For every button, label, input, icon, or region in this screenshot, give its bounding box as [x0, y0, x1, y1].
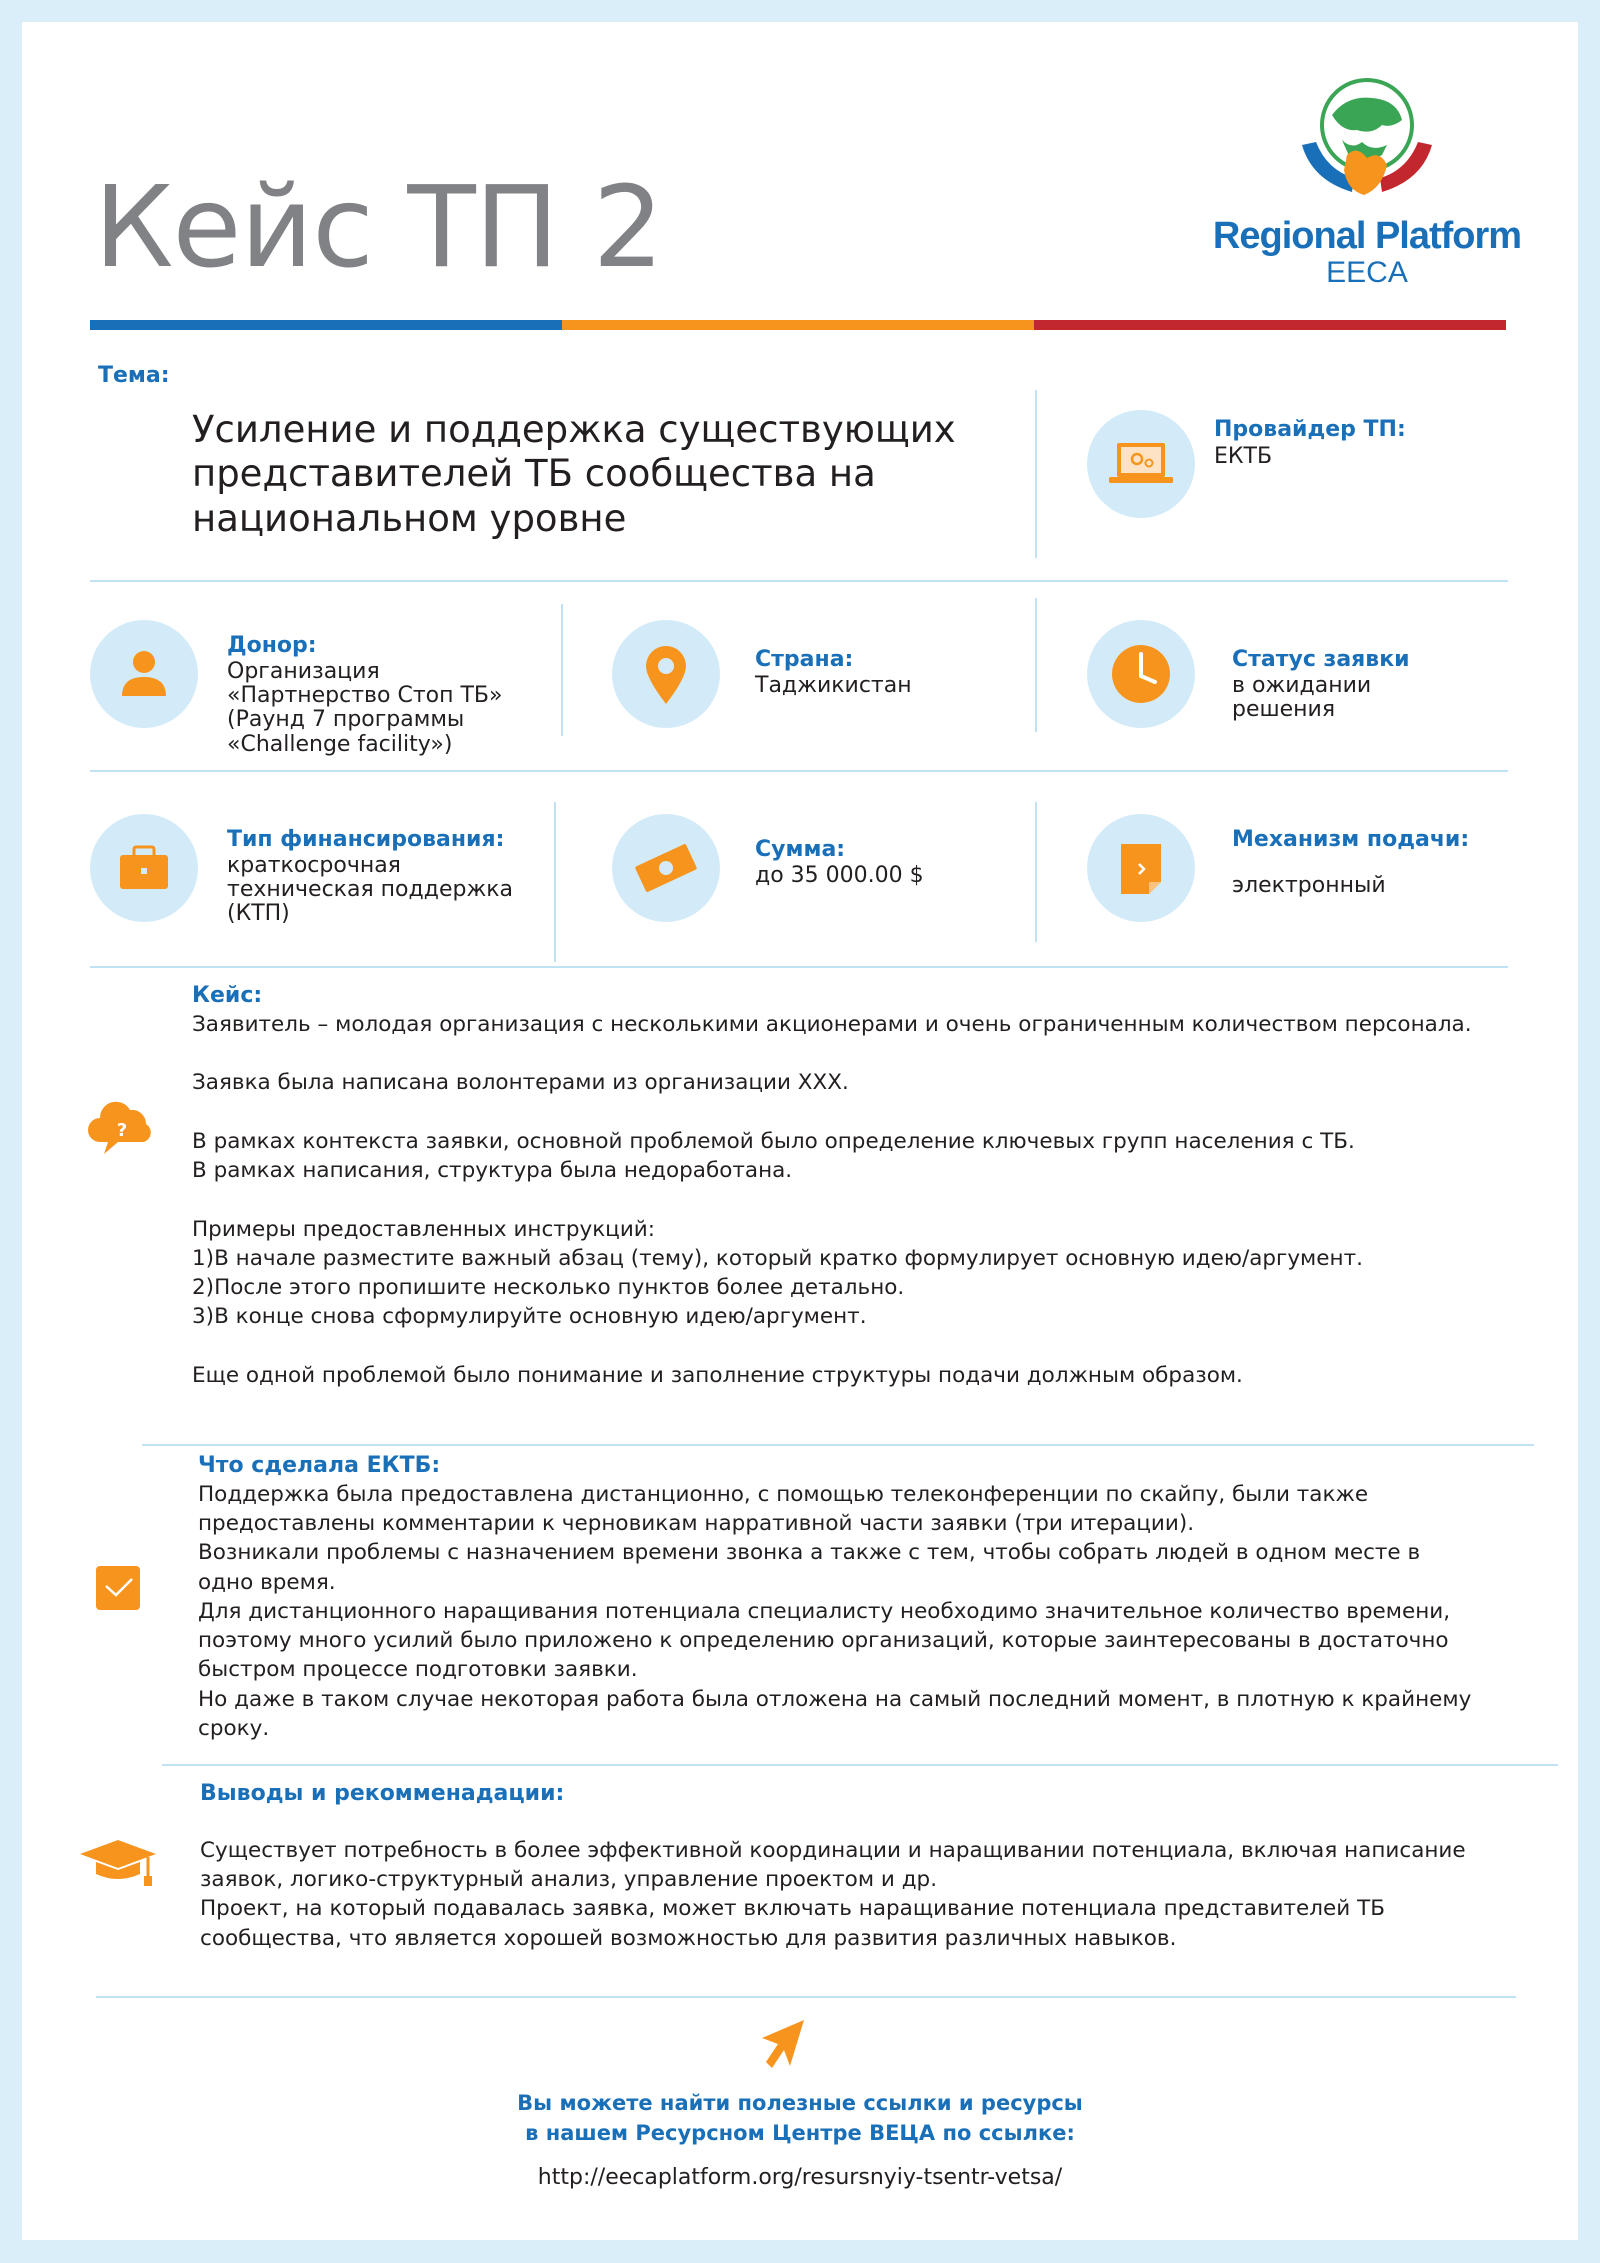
- country-label: Страна:: [755, 647, 854, 672]
- case-step-2: [192, 1273, 1572, 1302]
- graduation-cap-icon: [78, 1836, 158, 1890]
- briefcase-icon: [90, 814, 198, 922]
- amount-value: до 35 000.00 $: [755, 863, 924, 888]
- divider: [162, 1764, 1558, 1766]
- divider: [90, 580, 1508, 582]
- case-text: Заявитель – молодая организация с несколькими акционерами и очень ограниченным количеством персонала. Заявка была написана волонтерами из организации ХХХ. В рамках контекста заявки, основной проблемой было определение ключевых групп населения с ТБ. В рамках написания, структура была недоработана. Примеры предоставленных инструкций:: [192, 1012, 1472, 1242]
- divider: [1035, 802, 1037, 942]
- divider: [1035, 390, 1037, 558]
- submission-value: электронный: [1232, 873, 1386, 898]
- donor-label: Донор:: [227, 633, 317, 658]
- case-step-3-number: 3): [192, 1304, 215, 1330]
- divider: [1035, 598, 1037, 732]
- case-step-3: [192, 1302, 1572, 1331]
- case-step-1-text: В начале разместите важный абзац (тему), который кратко формулирует основную идею/аргумент.: [214, 1245, 1363, 1271]
- logo: [1292, 70, 1442, 210]
- amount-label: Сумма:: [755, 837, 846, 862]
- funding-icon-circle: [90, 814, 198, 922]
- funding-label: Тип финансирования:: [227, 827, 505, 852]
- done-text: Поддержка была предоставлена дистанционно, с помощью телеконференции по скайпу, были также предоставлены комментарии к черновикам нарративной части заявки (три итерации). Возникали проблемы с назначением времени звонка а также с тем, чтобы собрать людей в одном месте в одно время. Для дистанционного наращивания потенциала специалисту необходимо значительное количество времени, поэтому много усилий было приложено к определению организаций, которые заинтересованы в достаточно быстром процессе подготовки заявки. Но даже в таком случае некоторая работа была отложена на самый последний момент, в плотную к крайнему сроку.: [198, 1482, 1472, 1741]
- divider: [90, 770, 1508, 772]
- provider-value: ЕКТБ: [1214, 444, 1273, 469]
- divider: [561, 604, 563, 736]
- submission-icon-circle: [1087, 814, 1195, 922]
- logo-line1: Regional Platform: [1212, 215, 1522, 257]
- provider-label: Провайдер ТП:: [1214, 417, 1406, 442]
- status-label: Статус заявки: [1232, 647, 1410, 672]
- provider-icon-circle: [1087, 410, 1195, 518]
- case-step-2-number: 2): [192, 1275, 215, 1301]
- status-value: в ожидании решения: [1232, 673, 1372, 723]
- person-icon: [90, 620, 198, 728]
- case-step-1-number: 1): [192, 1245, 215, 1271]
- status-icon-circle: [1087, 620, 1195, 728]
- svg-text:?: ?: [116, 1120, 128, 1141]
- resource-center-link[interactable]: http://eecaplatform.org/resursnyiy-tsentr-vetsa/: [537, 2165, 1063, 2190]
- laptop-gear-icon: [1087, 410, 1195, 518]
- conclusions-label: Выводы и рекомменадации:: [200, 1781, 565, 1806]
- logo-line2: EECA: [1326, 255, 1408, 289]
- donor-icon-circle: [90, 620, 198, 728]
- divider: [96, 1996, 1516, 1998]
- topic-text: Усиление и поддержка существующих представителей ТБ сообщества на национальном уровне: [192, 408, 956, 540]
- divider: [554, 802, 556, 962]
- location-pin-icon: [612, 620, 720, 728]
- topic-label: Тема:: [98, 363, 170, 388]
- cloud-question-icon: [86, 1096, 158, 1158]
- checkbox-icon: [94, 1564, 142, 1612]
- page: [22, 22, 1578, 2240]
- clock-icon: [1087, 620, 1195, 728]
- case-step-1: [192, 1244, 1572, 1273]
- money-icon: [612, 814, 720, 922]
- footer-text: Вы можете найти полезные ссылки и ресурсы в нашем Ресурсном Центре ВЕЦА по ссылке:: [517, 2091, 1083, 2146]
- logo-text: [1192, 217, 1542, 288]
- country-icon-circle: [612, 620, 720, 728]
- case-step-3-text: В конце снова сформулируйте основную идею/аргумент.: [214, 1304, 867, 1330]
- case-body: [192, 1010, 1572, 1390]
- country-value: Таджикистан: [755, 673, 912, 698]
- donor-value: Организация «Партнерство Стоп ТБ» (Раунд 7 программы «Challenge facility»): [227, 659, 503, 757]
- globe-hands-icon: [1292, 70, 1442, 210]
- divider: [142, 1444, 1534, 1446]
- conclusions-text: Существует потребность в более эффективной координации и наращивании потенциала, включая написание заявок, логико-структурный анализ, управление проектом и др. Проект, на который подавалась заявка, может включать наращивание потенциала представителей ТБ сообщества, что является хорошей возможностью для развития различных навыков.: [200, 1838, 1466, 1951]
- amount-icon-circle: [612, 814, 720, 922]
- page-title: Кейс ТП 2: [94, 163, 663, 293]
- header-bar-blue: [90, 320, 562, 330]
- divider: [90, 966, 1508, 968]
- header-bar-orange: [562, 320, 1034, 330]
- document-icon: [1087, 814, 1195, 922]
- done-label: Что сделала ЕКТБ:: [198, 1453, 441, 1478]
- submission-label: Механизм подачи:: [1232, 827, 1470, 852]
- case-label: Кейс:: [192, 983, 263, 1008]
- case-closing: Еще одной проблемой было понимание и заполнение структуры подачи должным образом.: [192, 1362, 1243, 1388]
- funding-value: краткосрочная техническая поддержка (КТП): [227, 853, 514, 927]
- case-step-2-text: После этого пропишите несколько пунктов более детально.: [214, 1275, 905, 1301]
- cursor-arrow-icon: [752, 2016, 808, 2072]
- header-bar-red: [1034, 320, 1506, 330]
